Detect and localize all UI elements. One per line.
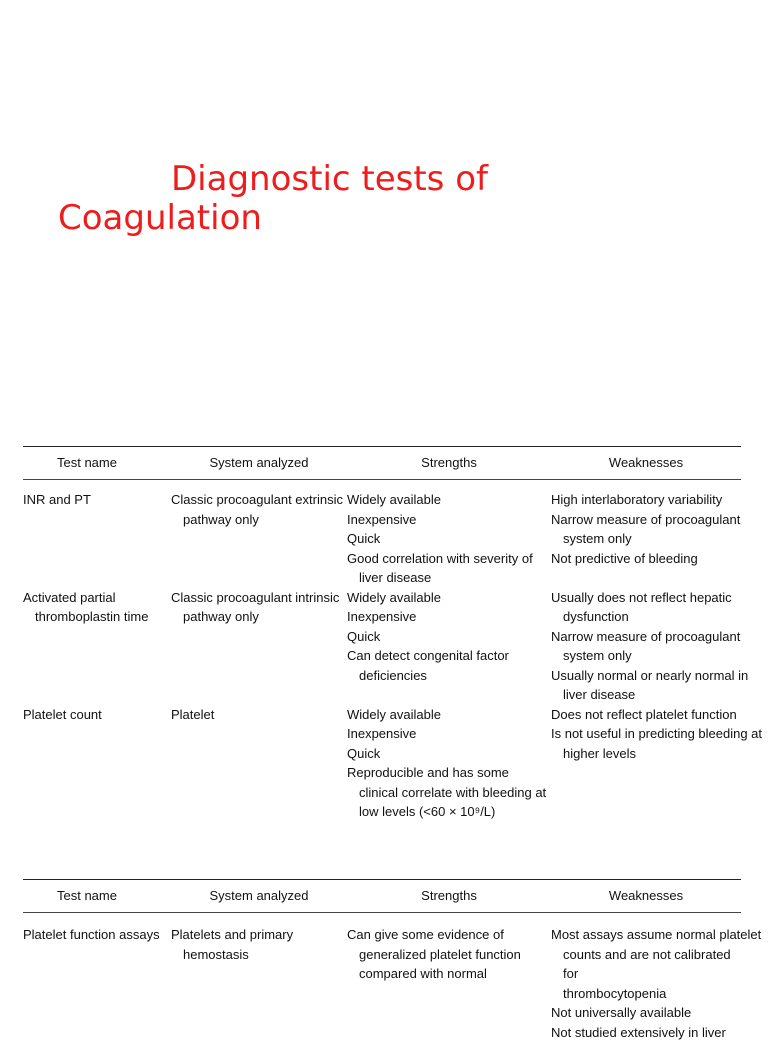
header-system-analyzed: System analyzed	[171, 453, 347, 473]
cell-text: Inexpensive	[347, 607, 551, 627]
list-item	[347, 627, 551, 647]
cell-text: compared with normal	[347, 964, 551, 984]
cell-text: Can give some evidence of	[347, 925, 551, 945]
table-header-row	[23, 446, 741, 480]
list-item	[551, 1023, 741, 1042]
list-item	[551, 588, 741, 627]
cell-text: deficiencies	[347, 666, 551, 686]
cell-text: Platelets and primary	[171, 925, 347, 945]
cell-text: generalized platelet function	[347, 945, 551, 965]
list-item	[347, 705, 551, 725]
cell-test-name	[23, 925, 171, 1042]
header-strengths: Strengths	[347, 886, 551, 906]
cell-text: counts and are not calibrated for	[551, 945, 741, 984]
cell-text: Not universally available	[551, 1003, 741, 1023]
table-header-row	[23, 879, 741, 913]
list-item	[551, 666, 741, 705]
table-row	[23, 705, 741, 822]
cell-text: Widely available	[347, 490, 551, 510]
cell-text: Activated partial	[23, 588, 171, 608]
header-test-name: Test name	[23, 453, 171, 473]
cell-strengths	[347, 490, 551, 588]
cell-text: Platelet function assays	[23, 925, 171, 945]
list-item	[347, 925, 551, 984]
list-item	[347, 744, 551, 764]
cell-test-name	[23, 588, 171, 705]
header-test-name: Test name	[23, 886, 171, 906]
cell-text: Inexpensive	[347, 510, 551, 530]
list-item	[551, 724, 741, 763]
cell-text: High interlaboratory variability	[551, 490, 741, 510]
cell-text: system only	[551, 529, 741, 549]
list-item	[551, 1003, 741, 1023]
cell-system-analyzed	[171, 588, 347, 705]
header-strengths: Strengths	[347, 453, 551, 473]
cell-text: Quick	[347, 744, 551, 764]
coagulation-tests-table-1	[23, 446, 741, 822]
cell-text: liver disease	[347, 568, 551, 588]
cell-text: Reproducible and has some	[347, 763, 551, 783]
cell-text: Most assays assume normal platelet	[551, 925, 741, 945]
cell-weaknesses	[551, 490, 741, 588]
list-item	[347, 510, 551, 530]
cell-system-analyzed	[171, 490, 347, 588]
cell-text: thrombocytopenia	[551, 984, 741, 1004]
cell-text: liver disease	[551, 685, 741, 705]
cell-text: Is not useful in predicting bleeding at	[551, 724, 741, 744]
cell-text: system only	[551, 646, 741, 666]
cell-weaknesses	[551, 588, 741, 705]
cell-text: Does not reflect platelet function	[551, 705, 741, 725]
slide-title-line-1: Diagnostic tests of	[171, 159, 488, 199]
cell-text: dysfunction	[551, 607, 741, 627]
header-weaknesses: Weaknesses	[551, 886, 741, 906]
table-body	[23, 913, 741, 1042]
cell-text: hemostasis	[171, 945, 347, 965]
list-item	[347, 529, 551, 549]
slide-title-line-2: Coagulation	[58, 198, 262, 238]
table-body	[23, 480, 741, 822]
list-item	[347, 549, 551, 588]
cell-text: Widely available	[347, 705, 551, 725]
list-item	[551, 925, 741, 1003]
list-item	[551, 627, 741, 666]
cell-text: pathway only	[171, 607, 347, 627]
cell-text: Platelet count	[23, 705, 171, 725]
table-row	[23, 588, 741, 705]
cell-text: Quick	[347, 529, 551, 549]
cell-text: higher levels	[551, 744, 741, 764]
cell-text: Classic procoagulant extrinsic	[171, 490, 347, 510]
cell-weaknesses	[551, 925, 741, 1042]
cell-text: Usually normal or nearly normal in	[551, 666, 741, 686]
cell-text: Classic procoagulant intrinsic	[171, 588, 347, 608]
slide-title	[58, 160, 578, 238]
list-item	[551, 705, 741, 725]
cell-text: Inexpensive	[347, 724, 551, 744]
cell-text: low levels (<60 × 10⁹/L)	[347, 802, 551, 822]
list-item	[347, 588, 551, 608]
list-item	[551, 510, 741, 549]
cell-text: Not studied extensively in liver	[551, 1023, 741, 1042]
header-weaknesses: Weaknesses	[551, 453, 741, 473]
table-row	[23, 490, 741, 588]
list-item	[551, 490, 741, 510]
cell-text: pathway only	[171, 510, 347, 530]
cell-text: Can detect congenital factor	[347, 646, 551, 666]
cell-text: Not predictive of bleeding	[551, 549, 741, 569]
table-row	[23, 925, 741, 1042]
cell-text: Narrow measure of procoagulant	[551, 510, 741, 530]
cell-strengths	[347, 705, 551, 822]
cell-text: Widely available	[347, 588, 551, 608]
cell-system-analyzed	[171, 925, 347, 1042]
cell-text: INR and PT	[23, 490, 171, 510]
cell-text: Usually does not reflect hepatic	[551, 588, 741, 608]
cell-strengths	[347, 925, 551, 1042]
cell-system-analyzed	[171, 705, 347, 822]
cell-test-name	[23, 705, 171, 822]
cell-test-name	[23, 490, 171, 588]
cell-weaknesses	[551, 705, 741, 822]
cell-text: Quick	[347, 627, 551, 647]
list-item	[347, 763, 551, 822]
cell-text: thromboplastin time	[23, 607, 171, 627]
cell-text: Good correlation with severity of	[347, 549, 551, 569]
list-item	[347, 646, 551, 685]
header-system-analyzed: System analyzed	[171, 886, 347, 906]
coagulation-tests-table-2	[23, 879, 741, 1042]
cell-text: Platelet	[171, 705, 347, 725]
cell-text: Narrow measure of procoagulant	[551, 627, 741, 647]
list-item	[347, 607, 551, 627]
list-item	[347, 724, 551, 744]
list-item	[347, 490, 551, 510]
cell-text: clinical correlate with bleeding at	[347, 783, 551, 803]
list-item	[551, 549, 741, 569]
cell-strengths	[347, 588, 551, 705]
